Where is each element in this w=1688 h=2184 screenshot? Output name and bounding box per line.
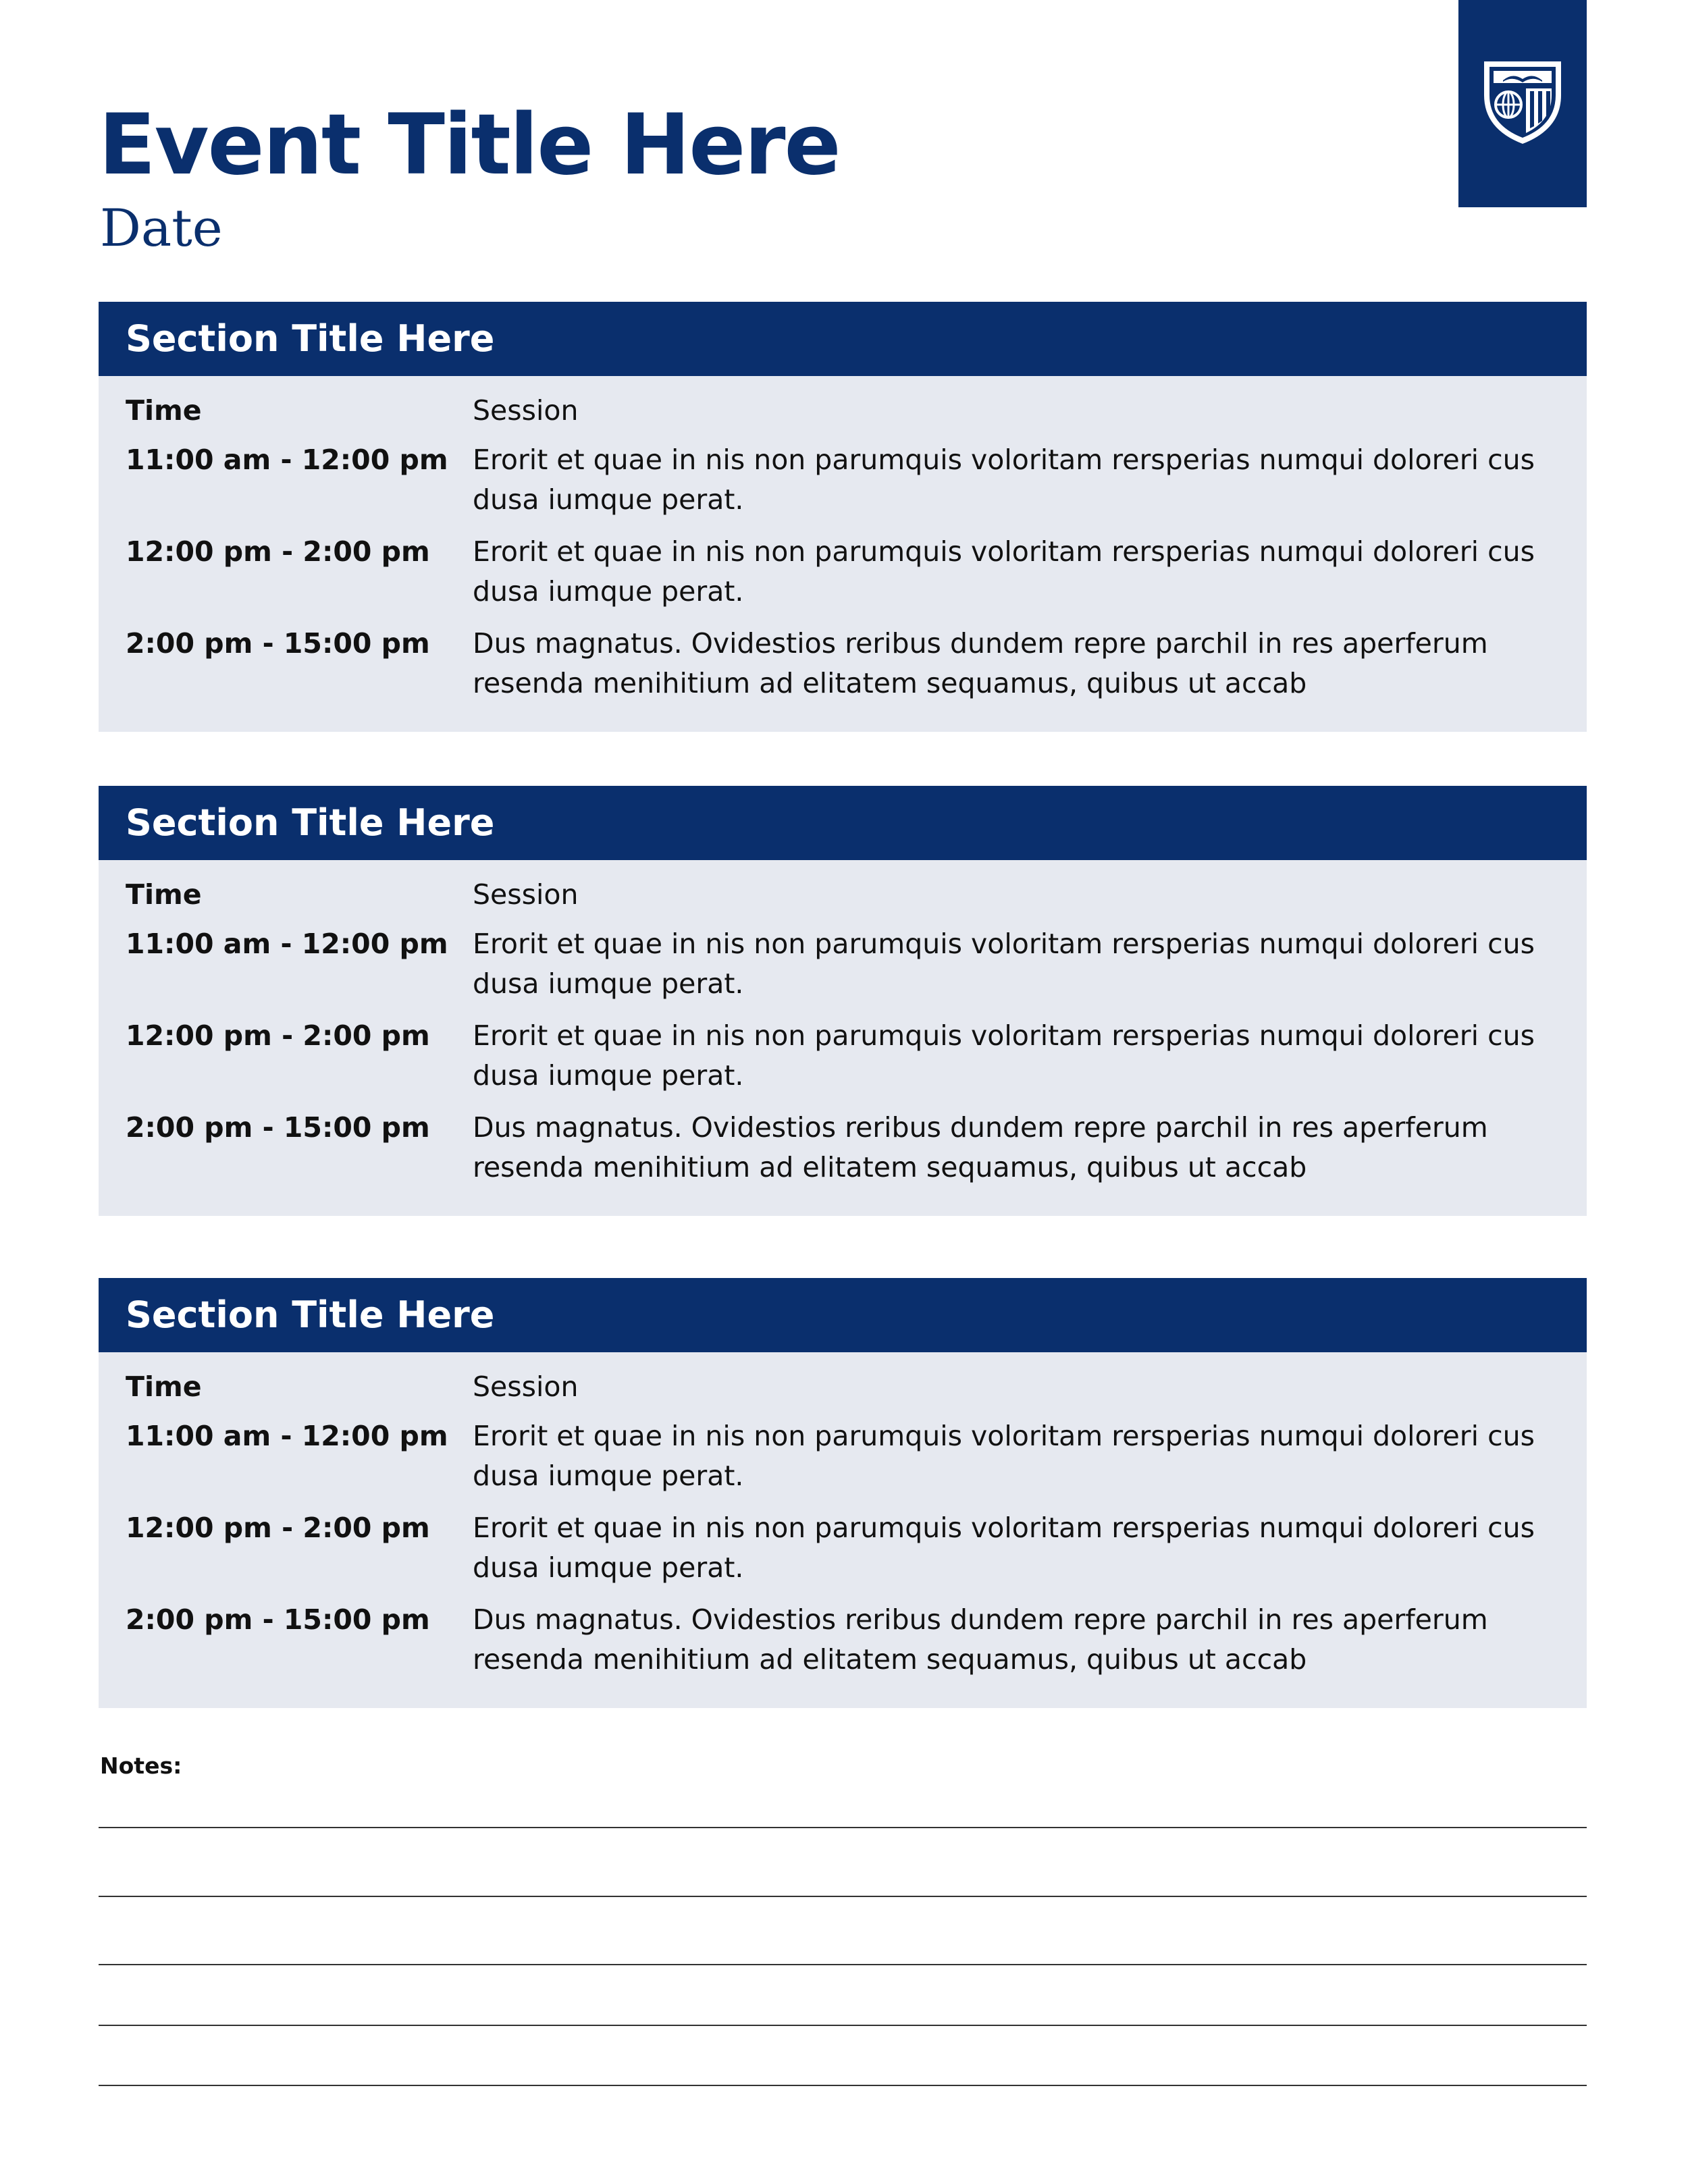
session-description: Erorit et quae in nis non parumquis voloritam rersperias numqui doloreri cus dusa iumque perat. [473, 928, 1535, 1000]
session-column-header: Session [473, 878, 579, 911]
schedule-table [99, 860, 1587, 1216]
table-row [126, 624, 1560, 703]
session-description: Erorit et quae in nis non parumquis voloritam rersperias numqui doloreri cus dusa iumque perat. [473, 444, 1535, 516]
notes-line [99, 2025, 1587, 2026]
schedule-section [99, 302, 1587, 732]
logo-panel [1458, 0, 1587, 207]
schedule-section [99, 786, 1587, 1216]
notes-label: Notes: [100, 1753, 182, 1779]
session-time: 11:00 am - 12:00 pm [126, 928, 448, 960]
table-row [126, 1108, 1560, 1188]
table-row [126, 1508, 1560, 1588]
session-description: Dus magnatus. Ovidestios reribus dundem repre parchil in res aperferum resenda menihitium ad elitatem sequamus, quibus ut accab [473, 1603, 1488, 1676]
section-title: Section Title Here [126, 1294, 495, 1336]
table-row [126, 924, 1560, 1004]
notes-line [99, 2085, 1587, 2086]
session-time: 2:00 pm - 15:00 pm [126, 1111, 430, 1144]
schedule-table [99, 1352, 1587, 1708]
session-time: 11:00 am - 12:00 pm [126, 1420, 448, 1452]
table-row [126, 532, 1560, 612]
session-time: 12:00 pm - 2:00 pm [126, 535, 430, 568]
session-description: Erorit et quae in nis non parumquis voloritam rersperias numqui doloreri cus dusa iumque perat. [473, 1512, 1535, 1584]
time-column-header: Time [126, 394, 202, 427]
schedule-table [99, 376, 1587, 732]
event-date: Date [100, 198, 223, 258]
session-column-header: Session [473, 1370, 579, 1403]
notes-line [99, 1827, 1587, 1828]
section-header [99, 1278, 1587, 1352]
table-row [126, 1016, 1560, 1096]
table-row [126, 440, 1560, 520]
section-title: Section Title Here [126, 317, 495, 360]
university-shield-icon [1479, 53, 1566, 148]
session-time: 2:00 pm - 15:00 pm [126, 627, 430, 660]
session-time: 2:00 pm - 15:00 pm [126, 1603, 430, 1636]
section-title: Section Title Here [126, 801, 495, 844]
session-description: Erorit et quae in nis non parumquis voloritam rersperias numqui doloreri cus dusa iumque perat. [473, 535, 1535, 608]
notes-line [99, 1964, 1587, 1965]
table-row [126, 1416, 1560, 1496]
section-header [99, 302, 1587, 376]
notes-line [99, 1896, 1587, 1897]
section-header [99, 786, 1587, 860]
table-row [126, 1600, 1560, 1680]
session-time: 11:00 am - 12:00 pm [126, 444, 448, 476]
session-description: Erorit et quae in nis non parumquis voloritam rersperias numqui doloreri cus dusa iumque perat. [473, 1019, 1535, 1092]
table-header-row [126, 391, 1560, 431]
time-column-header: Time [126, 1370, 202, 1403]
time-column-header: Time [126, 878, 202, 911]
session-description: Erorit et quae in nis non parumquis voloritam rersperias numqui doloreri cus dusa iumque perat. [473, 1420, 1535, 1492]
session-time: 12:00 pm - 2:00 pm [126, 1512, 430, 1544]
session-column-header: Session [473, 394, 579, 427]
session-time: 12:00 pm - 2:00 pm [126, 1019, 430, 1052]
session-description: Dus magnatus. Ovidestios reribus dundem repre parchil in res aperferum resenda menihitium ad elitatem sequamus, quibus ut accab [473, 1111, 1488, 1183]
schedule-section [99, 1278, 1587, 1708]
table-header-row [126, 875, 1560, 915]
table-header-row [126, 1367, 1560, 1407]
session-description: Dus magnatus. Ovidestios reribus dundem repre parchil in res aperferum resenda menihitium ad elitatem sequamus, quibus ut accab [473, 627, 1488, 699]
event-title: Event Title Here [99, 97, 840, 194]
